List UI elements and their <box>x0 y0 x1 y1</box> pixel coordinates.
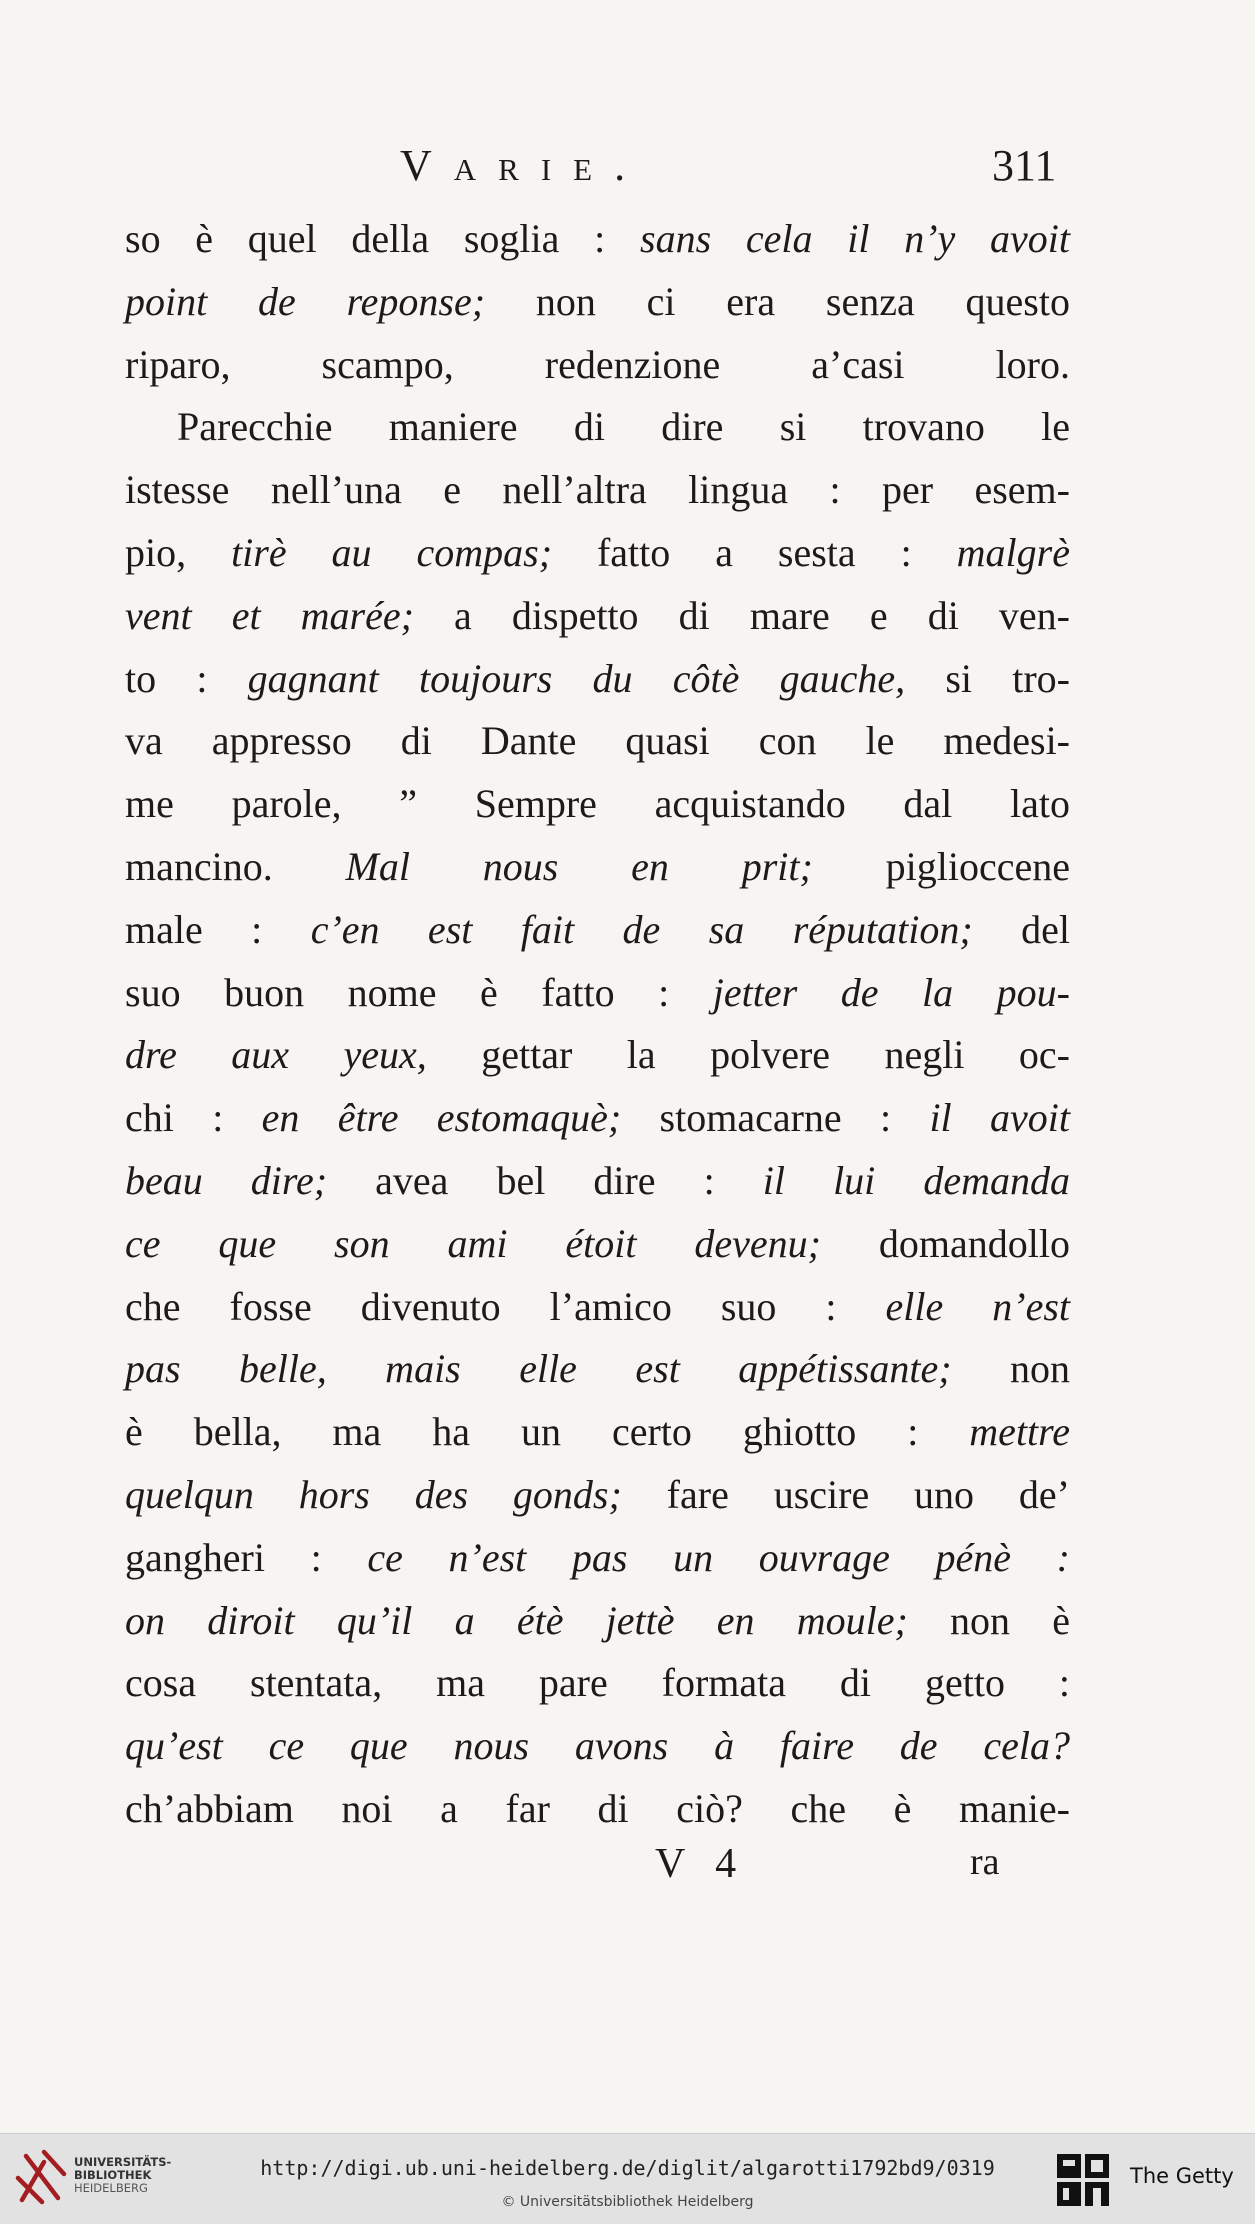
text-run: va appresso di Dante quasi con le medesi- <box>125 718 1070 764</box>
text-run: gettar la polvere negli oc- <box>426 1032 1070 1078</box>
body-text <box>125 208 1070 1841</box>
italic-phrase: tirè au compas; <box>231 529 553 575</box>
text-line <box>125 585 1070 648</box>
italic-phrase: jetter de la pou- <box>712 969 1070 1015</box>
text-run: non <box>951 1346 1071 1392</box>
text-line <box>125 208 1070 271</box>
text-line <box>125 1213 1070 1276</box>
page-number: 311 <box>992 141 1057 190</box>
text-run: suo buon nome è fatto : <box>125 969 713 1015</box>
italic-phrase: c’en est fait de sa réputation; <box>310 906 973 952</box>
library-name-line-3: HEIDELBERG <box>74 2181 148 2195</box>
text-run: a dispetto di mare e di ven- <box>413 592 1070 638</box>
italic-phrase: malgrè <box>956 529 1070 575</box>
text-line <box>125 1087 1070 1150</box>
italic-phrase: beau dire; <box>125 1157 328 1203</box>
italic-phrase: sans cela il n’y avoit <box>640 216 1070 261</box>
text-line <box>125 1590 1070 1653</box>
italic-phrase: vent et marée; <box>125 592 414 638</box>
text-run: chi : <box>125 1095 262 1141</box>
text-line <box>125 899 1070 962</box>
italic-phrase: ce n’est pas un ouvrage pénè : <box>367 1534 1070 1580</box>
text-line <box>125 648 1070 711</box>
text-line <box>125 710 1070 773</box>
text-line <box>125 334 1070 397</box>
italic-phrase: elle n’est <box>885 1283 1070 1329</box>
text-line <box>125 1276 1070 1339</box>
italic-phrase: dre aux yeux, <box>125 1032 427 1078</box>
text-line <box>125 836 1070 899</box>
running-title: Varie. <box>400 141 648 190</box>
text-run: riparo, scampo, redenzione a’casi loro. <box>125 341 1070 387</box>
text-line <box>125 773 1070 836</box>
text-line <box>125 396 1070 459</box>
text-run: Parecchie maniere di dire si trovano le <box>177 404 1070 450</box>
text-run: che fosse divenuto l’amico suo : <box>125 1283 886 1329</box>
document-url-link[interactable]: http://digi.ub.uni-heidelberg.de/diglit/algarotti1792bd9/0319 <box>260 2156 995 2180</box>
text-run: non ci era senza questo <box>485 278 1070 324</box>
text-line <box>125 1715 1070 1778</box>
text-line <box>125 1778 1070 1841</box>
italic-phrase: Mal nous en prit; <box>345 843 813 889</box>
italic-phrase: quelqun hors des gonds; <box>125 1471 622 1517</box>
text-run: to : <box>125 655 248 701</box>
text-run: non è <box>907 1597 1070 1643</box>
text-run: male : <box>125 906 311 952</box>
text-line <box>125 1401 1070 1464</box>
italic-phrase: gagnant toujours du côtè gauche, <box>247 655 906 701</box>
footer-bar <box>0 2133 1255 2224</box>
text-run: istesse nell’una e nell’altra lingua : per esem- <box>125 467 1070 513</box>
text-line <box>125 962 1070 1025</box>
text-line <box>125 271 1070 334</box>
text-run: gangheri : <box>125 1534 368 1580</box>
text-line <box>125 1527 1070 1590</box>
text-run: so è quel della soglia : <box>125 216 640 261</box>
text-run: cosa stentata, ma pare formata di getto : <box>125 1660 1070 1706</box>
library-name-line-2: BIBLIOTHEK <box>74 2168 152 2182</box>
text-run: è bella, ma ha un certo ghiotto : <box>125 1409 970 1455</box>
text-line <box>125 522 1070 585</box>
italic-phrase: ce que son ami étoit devenu; <box>125 1220 821 1266</box>
italic-phrase: mettre <box>969 1409 1070 1455</box>
getty-logo-icon <box>1055 2152 1111 2208</box>
text-line <box>125 1464 1070 1527</box>
text-run: del <box>972 906 1070 952</box>
text-line <box>125 459 1070 522</box>
italic-phrase: il avoit <box>929 1095 1070 1141</box>
text-run: si tro- <box>905 655 1070 701</box>
italic-phrase: en être estomaquè; <box>261 1095 622 1141</box>
text-run: domandollo <box>821 1220 1070 1266</box>
catchword: ra <box>970 1841 1000 1883</box>
italic-phrase: on diroit qu’il a étè jettè en moule; <box>125 1597 908 1643</box>
text-run: me parole, ” Sempre acquistando dal lato <box>125 781 1070 827</box>
text-line <box>125 1150 1070 1213</box>
page-header <box>0 140 1255 190</box>
text-run: avea bel dire : <box>327 1157 763 1203</box>
text-run: mancino. <box>125 843 346 889</box>
library-name-line-1: UNIVERSITÄTS- <box>74 2155 172 2169</box>
text-run: pio, <box>125 529 232 575</box>
text-run: fare uscire uno de’ <box>621 1471 1070 1517</box>
text-run: ch’abbiam noi a far di ciò? che è manie- <box>125 1785 1070 1831</box>
copyright-notice: © Universitätsbibliothek Heidelberg <box>501 2194 754 2210</box>
italic-phrase: pas belle, mais elle est appétissante; <box>125 1346 952 1392</box>
signature-mark: V 4 <box>655 1841 747 1887</box>
text-run: stomacarne : <box>621 1095 930 1141</box>
italic-phrase: qu’est ce que nous avons à faire de cela? <box>125 1723 1070 1769</box>
text-line <box>125 1652 1070 1715</box>
text-run: piglioccene <box>812 843 1071 889</box>
italic-phrase: il lui demanda <box>762 1157 1070 1203</box>
text-line <box>125 1024 1070 1087</box>
text-run: fatto a sesta : <box>552 529 957 575</box>
partner-name: The Getty <box>1130 2164 1234 2188</box>
italic-phrase: point de reponse; <box>125 278 486 324</box>
text-line <box>125 1338 1070 1401</box>
